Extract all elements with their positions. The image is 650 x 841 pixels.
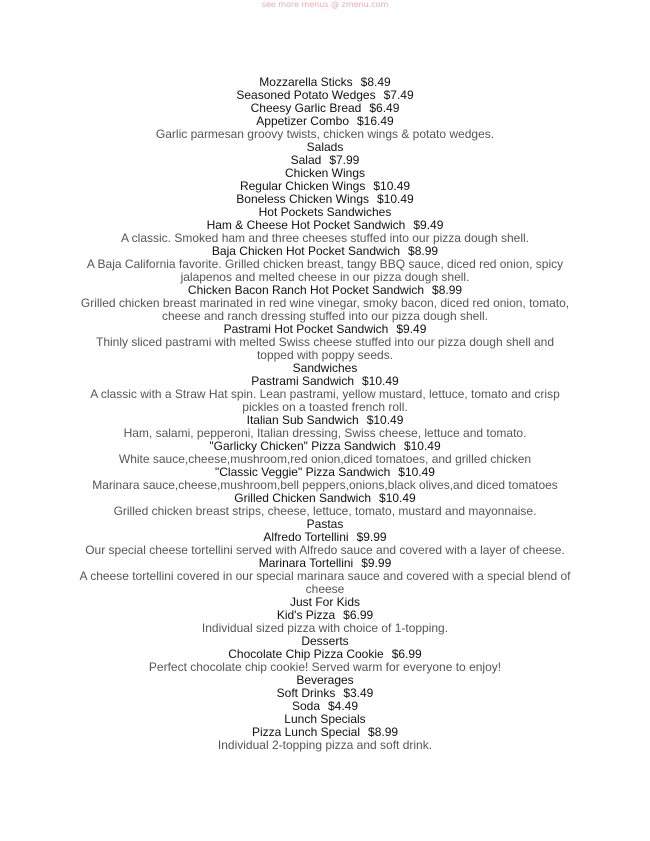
item-description: A classic. Smoked ham and three cheeses stuffed into our pizza dough shell. bbox=[120, 231, 530, 245]
menu-item-name: Soda bbox=[291, 699, 320, 713]
menu-item-name: Ham & Cheese Hot Pocket Sandwich bbox=[206, 218, 406, 232]
item-description: A classic with a Straw Hat spin. Lean pastrami, yellow mustard, lettuce, tomato and crisp pickles on a toasted french roll. bbox=[90, 387, 560, 414]
menu-item-name: Marinara Tortellini bbox=[258, 556, 354, 570]
item-description: Individual 2-topping pizza and soft drink. bbox=[217, 738, 433, 752]
item-description: Our special cheese tortellini served with Alfredo sauce and covered with a layer of cheese. bbox=[85, 543, 565, 557]
menu-item-price: $10.49 bbox=[403, 439, 441, 453]
menu-item-price: $9.49 bbox=[413, 218, 444, 232]
menu-item-price: $8.99 bbox=[368, 725, 399, 739]
menu-item-name: "Garlicky Chicken" Pizza Sandwich bbox=[209, 439, 396, 453]
menu-item-price: $16.49 bbox=[357, 114, 394, 128]
menu-item-name: Chocolate Chip Pizza Cookie bbox=[228, 647, 384, 661]
menu-item-name: Grilled Chicken Sandwich bbox=[234, 491, 372, 505]
item-description: Grilled chicken breast strips, cheese, lettuce, tomato, mustard and mayonnaise. bbox=[113, 504, 537, 518]
menu-item-price: $9.99 bbox=[361, 556, 392, 570]
item-description: Perfect chocolate chip cookie! Served warm for everyone to enjoy! bbox=[148, 660, 502, 674]
menu-item-name: Regular Chicken Wings bbox=[239, 179, 366, 193]
menu-item-price: $6.99 bbox=[343, 608, 374, 622]
menu-item-name: Italian Sub Sandwich bbox=[246, 413, 359, 427]
item-description: Ham, salami, pepperoni, Italian dressing, Swiss cheese, lettuce and tomato. bbox=[123, 426, 527, 440]
menu-item bbox=[78, 687, 572, 700]
menu-item-price: $7.49 bbox=[383, 88, 414, 102]
menu-item-name: "Classic Veggie" Pizza Sandwich bbox=[215, 465, 391, 479]
menu-item-name: Pastrami Sandwich bbox=[251, 374, 354, 388]
section-heading: Lunch Specials bbox=[284, 712, 366, 726]
section-heading: Sandwiches bbox=[292, 361, 358, 375]
watermark-link[interactable]: see more menus @ zmenu.com bbox=[261, 0, 389, 9]
section-heading: Just For Kids bbox=[289, 595, 361, 609]
menu-item-name: Baja Chicken Hot Pocket Sandwich bbox=[211, 244, 401, 258]
menu-item-name: Mozzarella Sticks bbox=[259, 75, 353, 89]
item-description: Individual sized pizza with choice of 1-topping. bbox=[201, 621, 449, 635]
menu-item-name: Pastrami Hot Pocket Sandwich bbox=[223, 322, 389, 336]
menu-item-price: $6.99 bbox=[391, 647, 422, 661]
item-description: Thinly sliced pastrami with melted Swiss cheese stuffed into our pizza dough shell and topped with poppy seeds. bbox=[95, 335, 554, 362]
menu-item-price: $9.49 bbox=[396, 322, 427, 336]
section-heading: Hot Pockets Sandwiches bbox=[258, 205, 392, 219]
section-heading: Desserts bbox=[301, 634, 349, 648]
menu-item-name: Pizza Lunch Special bbox=[251, 725, 361, 739]
menu-item-price: $8.99 bbox=[408, 244, 439, 258]
menu-item-price: $10.49 bbox=[398, 465, 435, 479]
section-heading: Pastas bbox=[306, 517, 344, 531]
menu-item-price: $3.49 bbox=[343, 686, 374, 700]
menu-item-name: Soft Drinks bbox=[276, 686, 336, 700]
menu-item-name: Kid's Pizza bbox=[276, 608, 336, 622]
section-heading: Beverages bbox=[296, 673, 354, 687]
item-description: A Baja California favorite. Grilled chicken breast, tangy BBQ sauce, diced red onion, spicy jalapenos and melted cheese in our pizza dough shell. bbox=[86, 257, 564, 284]
menu-item-name: Cheesy Garlic Bread bbox=[250, 101, 362, 115]
item-description: Garlic parmesan groovy twists, chicken wings & potato wedges. bbox=[155, 127, 495, 141]
menu-item-price: $10.49 bbox=[362, 374, 399, 388]
menu-item-price: $10.49 bbox=[379, 491, 416, 505]
menu-item-price: $9.99 bbox=[356, 530, 387, 544]
menu-item-name: Seasoned Potato Wedges bbox=[236, 88, 376, 102]
menu-item-price: $10.49 bbox=[373, 179, 411, 193]
menu-item-price: $10.49 bbox=[366, 413, 404, 427]
menu-item-name: Alfredo Tortellini bbox=[263, 530, 349, 544]
menu-item-price: $8.49 bbox=[360, 75, 391, 89]
item-description: Marinara sauce,cheese,mushroom,bell peppers,onions,black olives,and diced tomatoes bbox=[92, 478, 558, 492]
menu-item-name: Boneless Chicken Wings bbox=[236, 192, 370, 206]
item-description: White sauce,cheese,mushroom,red onion,diced tomatoes, and grilled chicken bbox=[118, 452, 532, 466]
menu-item-price: $10.49 bbox=[377, 192, 414, 206]
section-heading: Chicken Wings bbox=[284, 166, 366, 180]
menu-item-price: $7.99 bbox=[329, 153, 360, 167]
menu-item-name: Salad bbox=[290, 153, 322, 167]
menu-item-name: Chicken Bacon Ranch Hot Pocket Sandwich bbox=[187, 283, 425, 297]
item-description: Grilled chicken breast marinated in red wine vinegar, smoky bacon, diced red onion, tomato, cheese and ranch dressing stuffed into our pizza dough shell. bbox=[80, 296, 570, 323]
menu-item-name: Appetizer Combo bbox=[256, 114, 349, 128]
section-heading: Salads bbox=[306, 140, 344, 154]
menu-item-price: $6.49 bbox=[369, 101, 400, 115]
menu-item-price: $4.49 bbox=[328, 699, 359, 713]
item-description: A cheese tortellini covered in our special marinara sauce and covered with a special blend of cheese bbox=[79, 569, 571, 596]
menu-list bbox=[78, 76, 572, 752]
menu-item-price: $8.99 bbox=[432, 283, 463, 297]
